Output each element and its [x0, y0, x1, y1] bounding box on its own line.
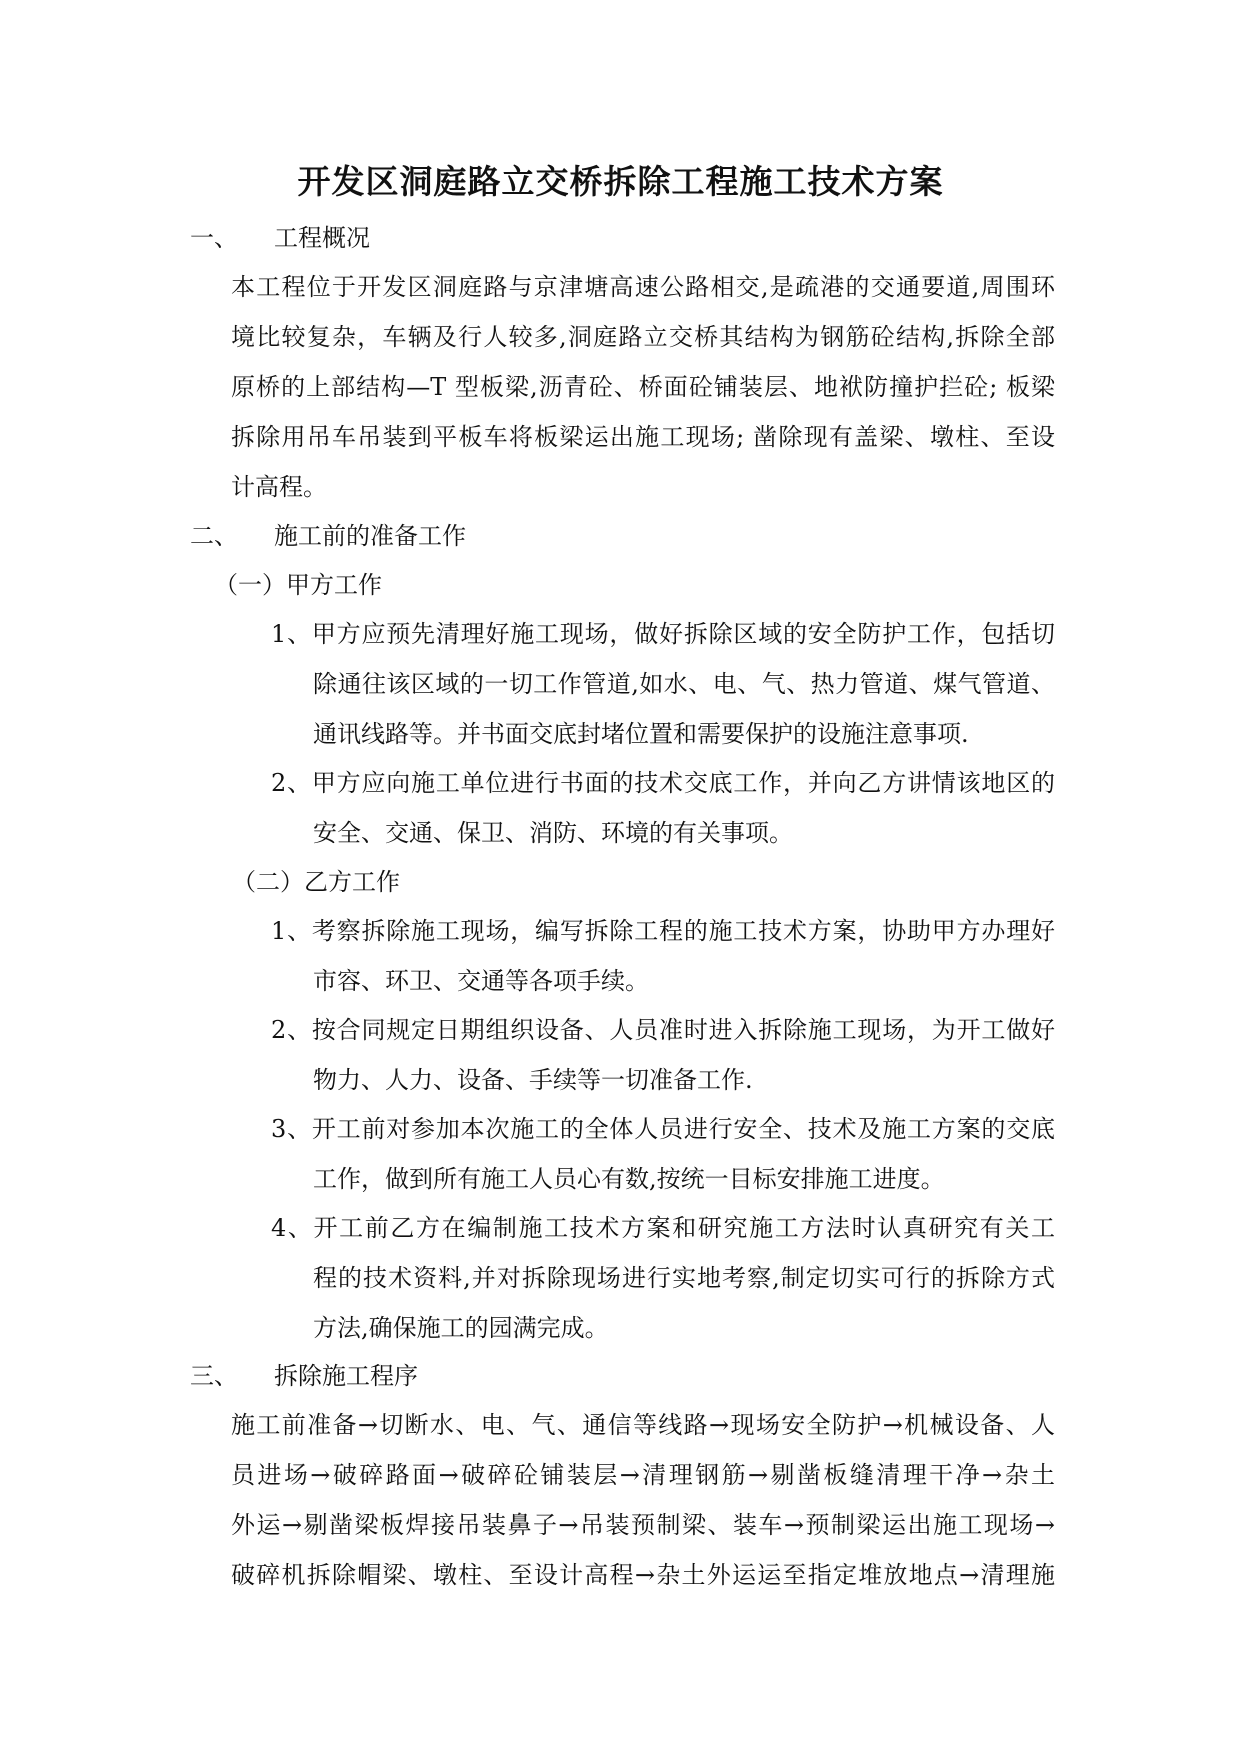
paragraph-line: 外运→剔凿梁板焊接吊装鼻子→吊装预制梁、装车→预制梁运出施工现场→ [231, 1511, 1055, 1539]
section-number: 一、 [190, 224, 238, 252]
list-item-line: 4、开工前乙方在编制施工技术方案和研究施工方法时认真研究有关工 [271, 1214, 1055, 1242]
section-number: 三、 [190, 1362, 238, 1390]
subsection-heading-1: （一）甲方工作 [214, 571, 382, 599]
paragraph-line: 本工程位于开发区洞庭路与京津塘高速公路相交,是疏港的交通要道,周围环 [231, 273, 1055, 301]
paragraph-line: 施工前准备→切断水、电、气、通信等线路→现场安全防护→机械设备、人 [231, 1411, 1055, 1439]
paragraph-line: 员进场→破碎路面→破碎砼铺装层→清理钢筋→剔凿板缝清理干净→杂土 [231, 1461, 1055, 1489]
list-item-line: 通讯线路等。并书面交底封堵位置和需要保护的设施注意事项. [313, 720, 969, 748]
list-item-line: 方法,确保施工的园满完成。 [313, 1314, 609, 1342]
list-item-line: 物力、人力、设备、手续等一切准备工作. [313, 1066, 753, 1094]
list-item-line: 工作，做到所有施工人员心有数,按统一目标安排施工进度。 [313, 1165, 945, 1193]
list-item-line: 市容、环卫、交通等各项手续。 [313, 967, 649, 995]
section-title: 拆除施工程序 [274, 1362, 418, 1390]
paragraph-line: 境比较复杂，车辆及行人较多,洞庭路立交桥其结构为钢筋砼结构,拆除全部 [231, 323, 1055, 351]
paragraph-line: 计高程。 [231, 473, 327, 501]
list-item-line: 2、甲方应向施工单位进行书面的技术交底工作，并向乙方讲情该地区的 [271, 769, 1055, 797]
document-title: 开发区洞庭路立交桥拆除工程施工技术方案 [297, 162, 944, 201]
list-item-line: 1、甲方应预先清理好施工现场，做好拆除区域的安全防护工作，包括切 [271, 620, 1055, 648]
list-item-line: 安全、交通、保卫、消防、环境的有关事项。 [313, 819, 793, 847]
list-item-line: 1、考察拆除施工现场，编写拆除工程的施工技术方案，协助甲方办理好 [271, 917, 1055, 945]
paragraph-line: 原桥的上部结构—T 型板梁,沥青砼、桥面砼铺装层、地袱防撞护拦砼; 板梁 [231, 373, 1055, 401]
paragraph-line: 拆除用吊车吊装到平板车将板梁运出施工现场; 凿除现有盖梁、墩柱、至设 [231, 423, 1055, 451]
list-item-line: 程的技术资料,并对拆除现场进行实地考察,制定切实可行的拆除方式 [313, 1264, 1055, 1292]
paragraph-line: 破碎机拆除帽梁、墩柱、至设计高程→杂土外运运至指定堆放地点→清理施 [231, 1561, 1055, 1589]
section-title: 工程概况 [274, 224, 370, 252]
list-item-line: 除通往该区域的一切工作管道,如水、电、气、热力管道、煤气管道、 [313, 670, 1055, 698]
section-number: 二、 [190, 522, 238, 550]
list-item-line: 3、开工前对参加本次施工的全体人员进行安全、技术及施工方案的交底 [271, 1115, 1055, 1143]
section-title: 施工前的准备工作 [274, 522, 466, 550]
subsection-heading-2: （二）乙方工作 [232, 868, 400, 896]
list-item-line: 2、按合同规定日期组织设备、人员准时进入拆除施工现场，为开工做好 [271, 1016, 1055, 1044]
